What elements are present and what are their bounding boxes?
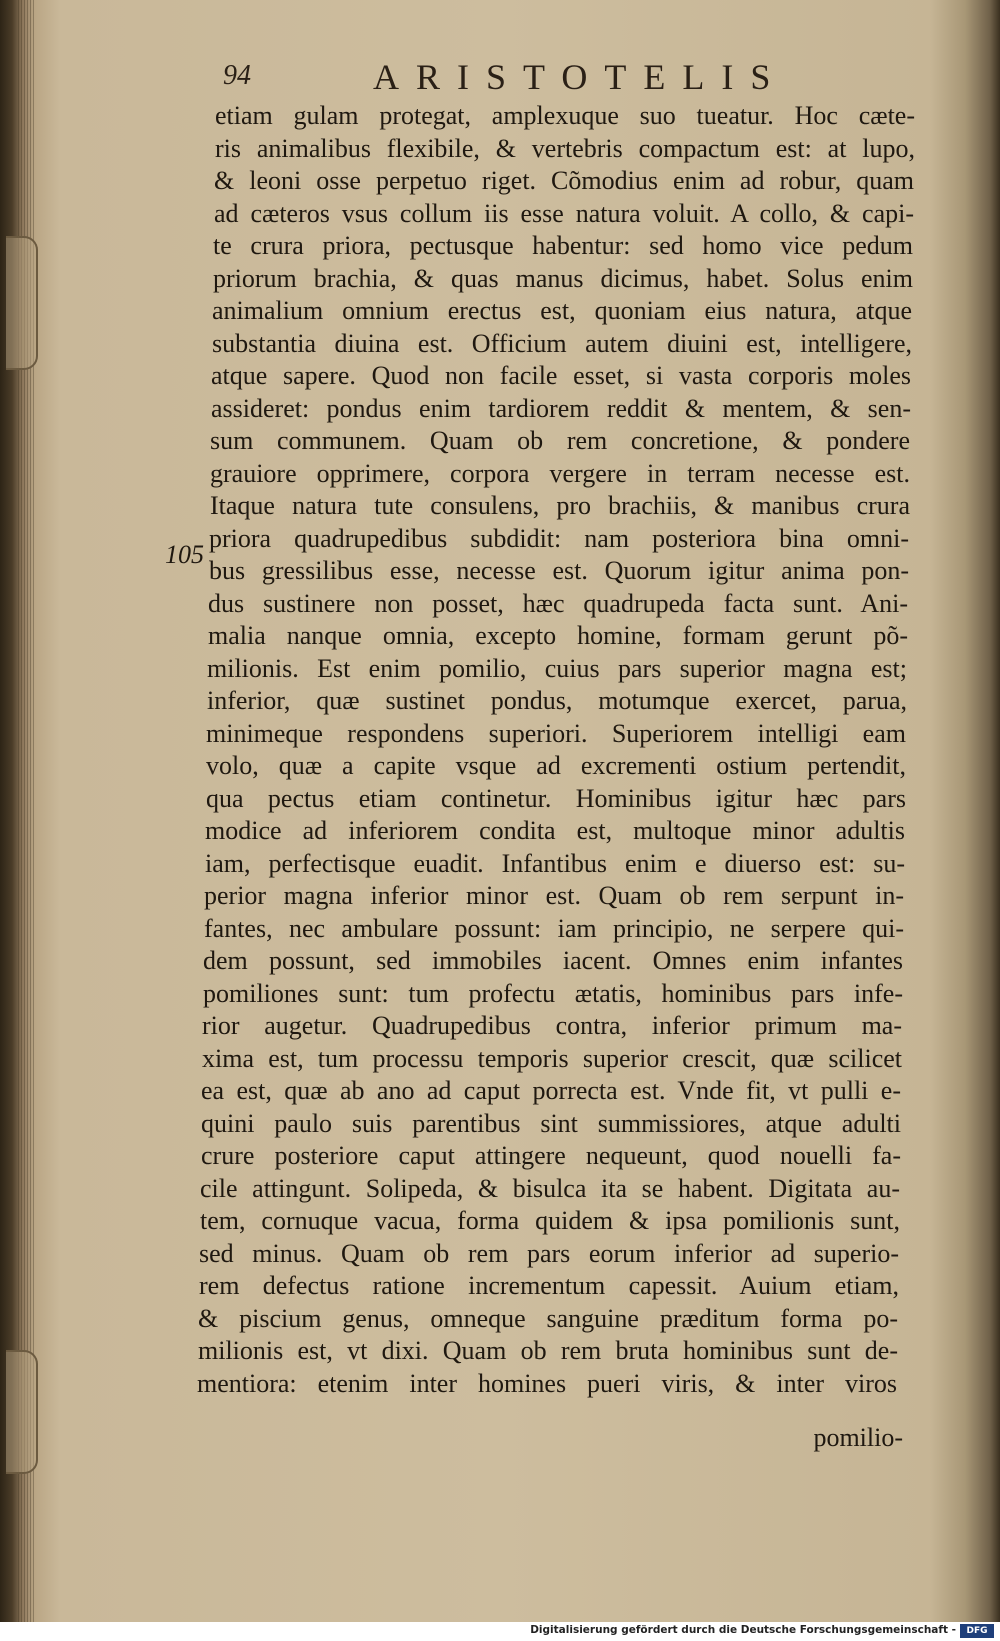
text-line: xima est, tum processu temporis superior crescit, quæ scilicet	[202, 1043, 902, 1073]
catchword: pomilio-	[813, 1423, 903, 1452]
text-line: te crura priora, pectusque habentur: sed homo vice pedum	[213, 231, 913, 260]
text-line: bus gressilibus esse, necesse est. Quorum igitur anima pon-	[209, 556, 909, 585]
text-line: ad cæteros vsus collum iis esse natura voluit. A collo, & capi-	[214, 198, 914, 228]
text-line: tem, cornuque vacua, forma quidem & ipsa pomilionis sunt,	[200, 1206, 900, 1235]
text-line: milionis. Est enim pomilio, cuius pars superior magna est;	[207, 653, 907, 683]
text-line: iam, perfectisque euadit. Infantibus enim e diuerso est: su-	[205, 848, 905, 878]
binding-tab-bottom	[6, 1350, 38, 1474]
text-line: atque sapere. Quod non facile esset, si vasta corporis moles	[211, 361, 911, 390]
running-head: ARISTOTELIS	[373, 57, 788, 97]
digitization-footer	[0, 1622, 1000, 1641]
text-line: assideret: pondus enim tardiorem reddit & mentem, & sen-	[211, 393, 911, 423]
dfg-logo: DFG	[960, 1624, 994, 1638]
text-line: sum communem. Quam ob rem concretione, & pondere	[210, 426, 910, 455]
text-line: & leoni osse perpetuo riget. Cõmodius enim ad robur, quam	[214, 166, 914, 195]
text-line: rior augetur. Quadrupedibus contra, inferior primum ma-	[202, 1011, 902, 1040]
text-line: rem defectus ratione incrementum capessit. Auium etiam,	[199, 1271, 899, 1300]
text-line: dem possunt, sed immobiles iacent. Omnes enim infantes	[203, 946, 903, 975]
text-line: modice ad inferiorem condita est, multoque minor adultis	[205, 816, 905, 845]
text-line: ea est, quæ ab ano ad caput porrecta est. Vnde fit, vt pulli e-	[201, 1076, 901, 1105]
text-line: fantes, nec ambulare possunt: iam principio, ne serpere qui-	[204, 913, 904, 943]
text-line: pomiliones sunt: tum profectu ætatis, hominibus pars infe-	[203, 978, 903, 1008]
text-line: ris animalibus flexibile, & vertebris compactum est: at lupo,	[215, 133, 915, 163]
text-line: grauiore opprimere, corpora vergere in terram necesse est.	[210, 458, 910, 488]
text-line: cile attingunt. Solipeda, & bisulca ita se habent. Digitata au-	[200, 1173, 900, 1203]
page-header	[223, 56, 943, 96]
text-line: inferior, quæ sustinet pondus, motumque exercet, parua,	[207, 686, 907, 715]
text-line: substantia diuina est. Officium autem diuini est, intelligere,	[212, 328, 912, 358]
text-line: etiam gulam protegat, amplexuque suo tueatur. Hoc cæte-	[215, 101, 915, 130]
text-line: Itaque natura tute consulens, pro brachiis, & manibus crura	[210, 491, 910, 520]
text-line: & piscium genus, omneque sanguine præditum forma po-	[198, 1303, 898, 1333]
text-line: dus sustinere non posset, hæc quadrupeda facta sunt. Ani-	[208, 588, 908, 618]
text-line: sed minus. Quam ob rem pars eorum inferior ad superio-	[199, 1238, 899, 1268]
text-line: mentiora: etenim inter homines pueri viris, & inter viros	[197, 1368, 897, 1398]
text-line: volo, quæ a capite vsque ad excrementi ostium pertendit,	[206, 751, 906, 780]
text-block	[195, 48, 955, 1488]
text-line: priorum brachia, & quas manus dicimus, habet. Solus enim	[213, 263, 913, 293]
binding-tab-top	[6, 236, 38, 370]
text-line: priora quadrupedibus subdidit: nam posteriora bina omni-	[209, 523, 909, 553]
text-line: qua pectus etiam continetur. Hominibus igitur hæc pars	[206, 783, 906, 813]
page-number: 94	[223, 60, 251, 91]
footer-credit: Digitalisierung gefördert durch die Deutsche Forschungsgemeinschaft -	[530, 1624, 956, 1636]
text-line: quini paulo suis parentibus sint summissiores, atque adulti	[201, 1108, 901, 1138]
text-line: animalium omnium erectus est, quoniam eius natura, atque	[212, 296, 912, 325]
text-line: perior magna inferior minor est. Quam ob rem serpunt in-	[204, 881, 904, 910]
text-line: minimeque respondens superiori. Superiorem intelligi eam	[206, 718, 906, 748]
text-line: malia nanque omnia, excepto homine, formam gerunt põ-	[208, 621, 908, 650]
text-line: milionis est, vt dixi. Quam ob rem bruta hominibus sunt de-	[198, 1336, 898, 1365]
text-line: crure posteriore caput attingere nequeunt, quod nouelli fa-	[201, 1141, 901, 1170]
margin-number: 105	[165, 540, 204, 569]
